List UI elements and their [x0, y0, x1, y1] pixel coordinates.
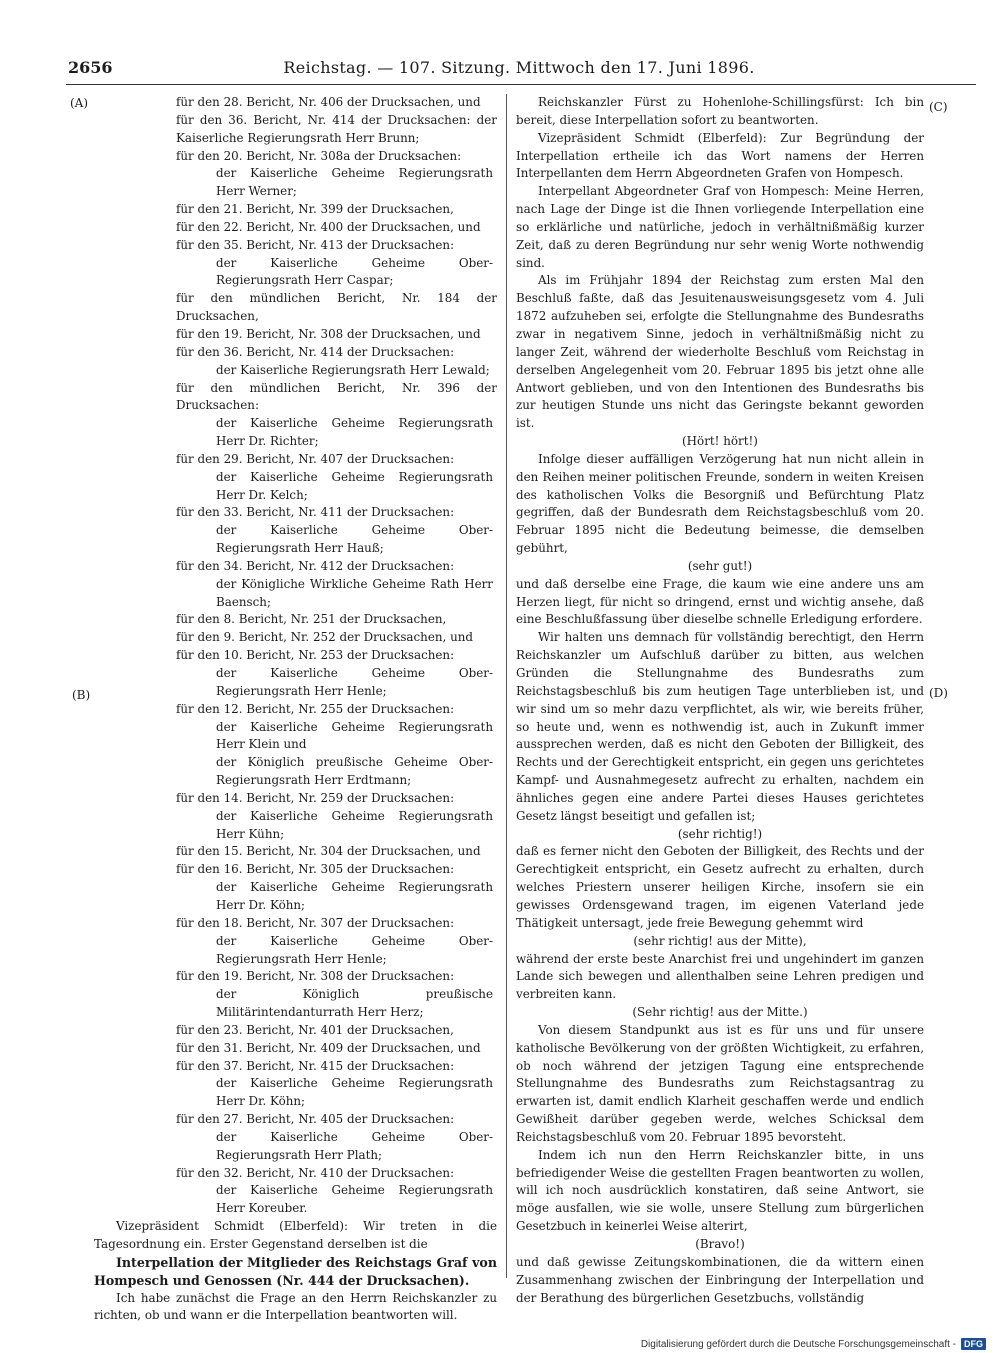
dfg-logo: DFG [961, 1338, 986, 1350]
left-column-paragraph: der Kaiserliche Geheime Ober-Regierungsrath Herr Henle; [216, 933, 493, 966]
left-column-paragraph: für den 31. Bericht, Nr. 409 der Drucksachen, und [176, 1040, 481, 1055]
left-column-paragraph: für den 12. Bericht, Nr. 255 der Drucksachen: [176, 701, 455, 716]
left-column-paragraph: für den 27. Bericht, Nr. 405 der Drucksachen: [176, 1112, 455, 1127]
right-column [516, 94, 924, 1307]
left-column-paragraph: der Kaiserliche Geheime Ober-Regierungsrath Herr Henle; [216, 666, 493, 698]
right-column-paragraph: Von diesem Standpunkt aus ist es für uns und für unsere katholische Bevölkerung von der größten Wichtigkeit, zu erfahren, ob noch während der jetzigen Tagung eine entsprechende Stellungnahme des Bundesraths zum Reichstagsantrag zu erwarten ist, damit endlich Klarheit geschaffen werde und endlich Gewißheit darüber gegeben werde, welches Schicksal dem Reichstagsbeschluß vom 20. Februar 1895 bevorsteht. [516, 1022, 924, 1144]
right-column-paragraph: während der erste beste Anarchist frei und ungehindert im ganzen Lande sich bewegen und allenthalben seine Lehren predigen und verbreiten kann. [516, 951, 924, 1002]
left-column-paragraph: für den 23. Bericht, Nr. 401 der Drucksachen, [176, 1022, 454, 1037]
left-column-paragraph: der Kaiserliche Regierungsrath Herr Lewald; [216, 362, 490, 377]
left-column-paragraph: Vizepräsident Schmidt (Elberfeld): Wir treten in die Tagesordnung ein. Erster Gegenstand derselben ist die [94, 1219, 497, 1251]
left-column-paragraph: für den 14. Bericht, Nr. 259 der Drucksachen: [176, 790, 455, 805]
right-column-paragraph: (sehr richtig! aus der Mitte), [633, 933, 807, 948]
left-column-paragraph: für den 22. Bericht, Nr. 400 der Drucksachen, und [176, 219, 481, 234]
left-column-paragraph: für den 36. Bericht, Nr. 414 der Drucksachen: der Kaiserliche Regierungsrath Herr Brunn; [176, 112, 497, 145]
left-column-paragraph: der Kaiserliche Geheime Regierungsrath Herr Koreuber. [216, 1183, 493, 1216]
left-column-paragraph: der Kaiserliche Geheime Regierungsrath Herr Dr. Richter; [216, 416, 493, 449]
left-column-paragraph: für den 35. Bericht, Nr. 413 der Drucksachen: [176, 237, 455, 252]
left-column-paragraph: für den 21. Bericht, Nr. 399 der Drucksachen, [176, 202, 454, 217]
left-column-paragraph: für den 36. Bericht, Nr. 414 der Drucksachen: [176, 344, 455, 359]
column-separator [506, 94, 507, 1278]
left-column-paragraph: der Kaiserliche Geheime Regierungsrath Herr Dr. Kelch; [216, 469, 493, 502]
left-column-paragraph: der Kaiserliche Geheime Ober-Regierungsrath Herr Hauß; [216, 523, 493, 556]
left-column-paragraph: der Kaiserliche Geheime Regierungsrath Herr Werner; [216, 166, 493, 199]
margin-marker-a: (A) [70, 96, 89, 110]
right-column-paragraph: Als im Frühjahr 1894 der Reichstag zum ersten Mal den Beschluß faßte, daß das Jesuitenausweisungsgesetz vom 4. Juli 1872 aufzuheben sei, erfolgte die Stellungnahme des Bundesraths zwar in negativem Sinne, jedoch in verhältnißmäßig nicht zu langer Zeit, während der wiederholte Beschluß vom Reichstag in derselben Angelegenheit vom 20. Februar 1895 bis jetzt ohne alle Antwort geblieben, und von den Intentionen des Bundesraths bis zur heutigen Stunde uns nicht das Geringste bekannt geworden ist. [516, 273, 924, 431]
footer-text: Digitalisierung gefördert durch die Deutsche Forschungsgemeinschaft - [640, 1338, 956, 1350]
left-column-paragraph: für den 9. Bericht, Nr. 252 der Drucksachen, und [176, 630, 474, 645]
header-rule [66, 84, 976, 85]
right-column-paragraph: Indem ich nun den Herrn Reichskanzler bitte, in uns befriedigender Weise die gestellten Fragen beantworten zu wollen, will ich noch ausdrücklich konstatiren, daß seine Antwort, sie möge ausfallen, wie sie wolle, unsere Stellung zum bürgerlichen Gesetzbuch in keinerlei Weise alterirt, [516, 1147, 924, 1234]
left-column-paragraph: für den 18. Bericht, Nr. 307 der Drucksachen: [176, 915, 455, 930]
right-column-paragraph: daß es ferner nicht den Geboten der Billigkeit, des Rechts und der Gerechtigkeit entspricht, ein Gesetz aufrecht zu erhalten, durch welches Priestern unserer heiligen Kirche, insofern sie ein gewisses Ordensgewand tragen, im eigenen Vaterland jede Thätigkeit untersagt, jede freie Bewegung gehemmt wird [516, 844, 924, 930]
footer-credit [641, 1338, 986, 1350]
left-column-paragraph: für den 32. Bericht, Nr. 410 der Drucksachen: [176, 1165, 455, 1180]
left-column-paragraph: der Kaiserliche Geheime Regierungsrath Herr Dr. Köhn; [216, 880, 493, 912]
right-column-paragraph: und daß gewisse Zeitungskombinationen, die da wittern einen Zusammenhang zwischen der Einbringung der Interpellation und der Berathung des bürgerlichen Gesetzbuchs, vollständig [516, 1254, 924, 1305]
left-column-paragraph: für den 34. Bericht, Nr. 412 der Drucksachen: [176, 558, 455, 573]
left-column-paragraph: für den 10. Bericht, Nr. 253 der Drucksachen: [176, 648, 455, 663]
right-column-paragraph: Reichskanzler Fürst zu Hohenlohe-Schillingsfürst: Ich bin bereit, diese Interpellation sofort zu beantworten. [516, 95, 924, 127]
right-column-paragraph: (sehr richtig!) [677, 826, 763, 841]
right-column-paragraph: (Sehr richtig! aus der Mitte.) [632, 1005, 808, 1020]
left-column-paragraph: für den 15. Bericht, Nr. 304 der Drucksachen, und [176, 844, 481, 859]
left-column-paragraph: für den 20. Bericht, Nr. 308a der Drucksachen: [176, 148, 462, 163]
left-column-paragraph: für den 16. Bericht, Nr. 305 der Drucksachen: [176, 862, 455, 877]
left-column-paragraph: für den 28. Bericht, Nr. 406 der Drucksachen, und [176, 95, 481, 109]
right-column-paragraph: (Hört! hört!) [682, 434, 758, 449]
left-column-paragraph: der Kaiserliche Geheime Ober-Regierungsrath Herr Caspar; [216, 255, 493, 288]
left-column-paragraph: für den 8. Bericht, Nr. 251 der Drucksachen, [176, 612, 447, 627]
left-column-paragraph: der Königlich preußische Geheime Ober-Regierungsrath Herr Erdtmann; [216, 755, 493, 788]
left-column-paragraph: der Kaiserliche Geheime Regierungsrath Herr Klein und [216, 719, 493, 752]
left-column-paragraph: Interpellation der Mitglieder des Reichstags Graf von Hompesch und Genossen (Nr. 444 der Drucksachen). [94, 1254, 497, 1288]
left-column-paragraph: der Kaiserliche Geheime Regierungsrath Herr Dr. Köhn; [216, 1076, 493, 1109]
right-column-paragraph: Infolge dieser auffälligen Verzögerung hat nun nicht allein in den Reihen meiner politischen Freunde, sondern in weiten Kreisen des katholischen Volks die Besorgniß und Befürchtung Platz gegriffen, daß der Bundesrath dem Reichstagsbeschluß vom 20. Februar 1895 nicht die Bedeutung beimesse, die demselben gebührt, [516, 451, 924, 556]
left-column-paragraph: für den 37. Bericht, Nr. 415 der Drucksachen: [176, 1058, 455, 1073]
margin-marker-d: (D) [929, 686, 948, 700]
left-column-paragraph: für den 33. Bericht, Nr. 411 der Drucksachen: [176, 505, 455, 520]
left-column-paragraph: für den 19. Bericht, Nr. 308 der Drucksachen: [176, 969, 455, 984]
left-column-paragraph: für den mündlichen Bericht, Nr. 184 der Drucksachen, [176, 291, 497, 324]
right-column-paragraph: (Bravo!) [695, 1237, 745, 1251]
right-column-paragraph: Interpellant Abgeordneter Graf von Hompesch: Meine Herren, nach Lage der Dinge ist die Ihnen vorliegende Interpellation eine so erklärliche und natürliche, jedoch in verhältnißmäßig kurzer Zeit, daß zu deren Begründung nur sehr wenig Worte nothwendig sind. [516, 184, 924, 270]
left-column-paragraph: der Königliche Wirkliche Geheime Rath Herr Baensch; [216, 576, 493, 609]
running-head: Reichstag. — 107. Sitzung. Mittwoch den 17. Juni 1896. [283, 58, 755, 77]
left-column-paragraph: für den 29. Bericht, Nr. 407 der Drucksachen: [176, 451, 455, 466]
margin-marker-c: (C) [929, 100, 948, 114]
right-column-paragraph: (sehr gut!) [687, 558, 753, 573]
right-column-paragraph: Wir halten uns demnach für vollständig berechtigt, den Herrn Reichskanzler um Aufschluß darüber zu bitten, aus welchen Gründen die Stellungnahme des Bundesraths zum Reichstagsbeschluß bis zum heutigen Tage unterblieben ist, und wir sind um so mehr dazu verpflichtet, als wir, wie bereits früher, so heute und, wenn es nothwendig ist, auch in Zukunft immer aussprechen werden, daß es nicht den Geboten der Billigkeit, des Rechts und der Gerechtigkeit entspricht, ein gegen uns gerichtetes Kampf- und Ausnahmegesetz aufrecht zu erhalten, nachdem ein ähnliches gegen eine andere Partei dieses Hauses gerichtetes Gesetz längst beseitigt und gefallen ist; [516, 630, 924, 823]
left-column [94, 94, 497, 1325]
left-column-paragraph: Ich habe zunächst die Frage an den Herrn Reichskanzler zu richten, ob und wann er die Interpellation beantworten will. [94, 1290, 497, 1323]
left-column-paragraph: für den mündlichen Bericht, Nr. 396 der Drucksachen: [176, 380, 497, 413]
left-column-paragraph: der Kaiserliche Geheime Regierungsrath Herr Kühn; [216, 808, 493, 841]
left-column-paragraph: für den 19. Bericht, Nr. 308 der Drucksachen, und [176, 326, 481, 341]
right-column-paragraph: Vizepräsident Schmidt (Elberfeld): Zur Begründung der Interpellation ertheile ich das Wort namens der Herren Interpellanten dem Herrn Abgeordneten Grafen von Hompesch. [516, 130, 924, 181]
page-number: 2656 [68, 58, 113, 77]
left-column-paragraph: der Königlich preußische Militärintendanturrath Herr Herz; [216, 987, 493, 1020]
margin-marker-b: (B) [72, 688, 91, 702]
left-column-paragraph: der Kaiserliche Geheime Ober-Regierungsrath Herr Plath; [216, 1129, 493, 1162]
right-column-paragraph: und daß derselbe eine Frage, die kaum wie eine andere uns am Herzen liegt, für nicht so dringend, ernst und wichtig ansehe, daß eine Beschlußfassung über dieselbe schnelle Erledigung erfordere. [516, 576, 924, 627]
page-header [60, 58, 978, 80]
